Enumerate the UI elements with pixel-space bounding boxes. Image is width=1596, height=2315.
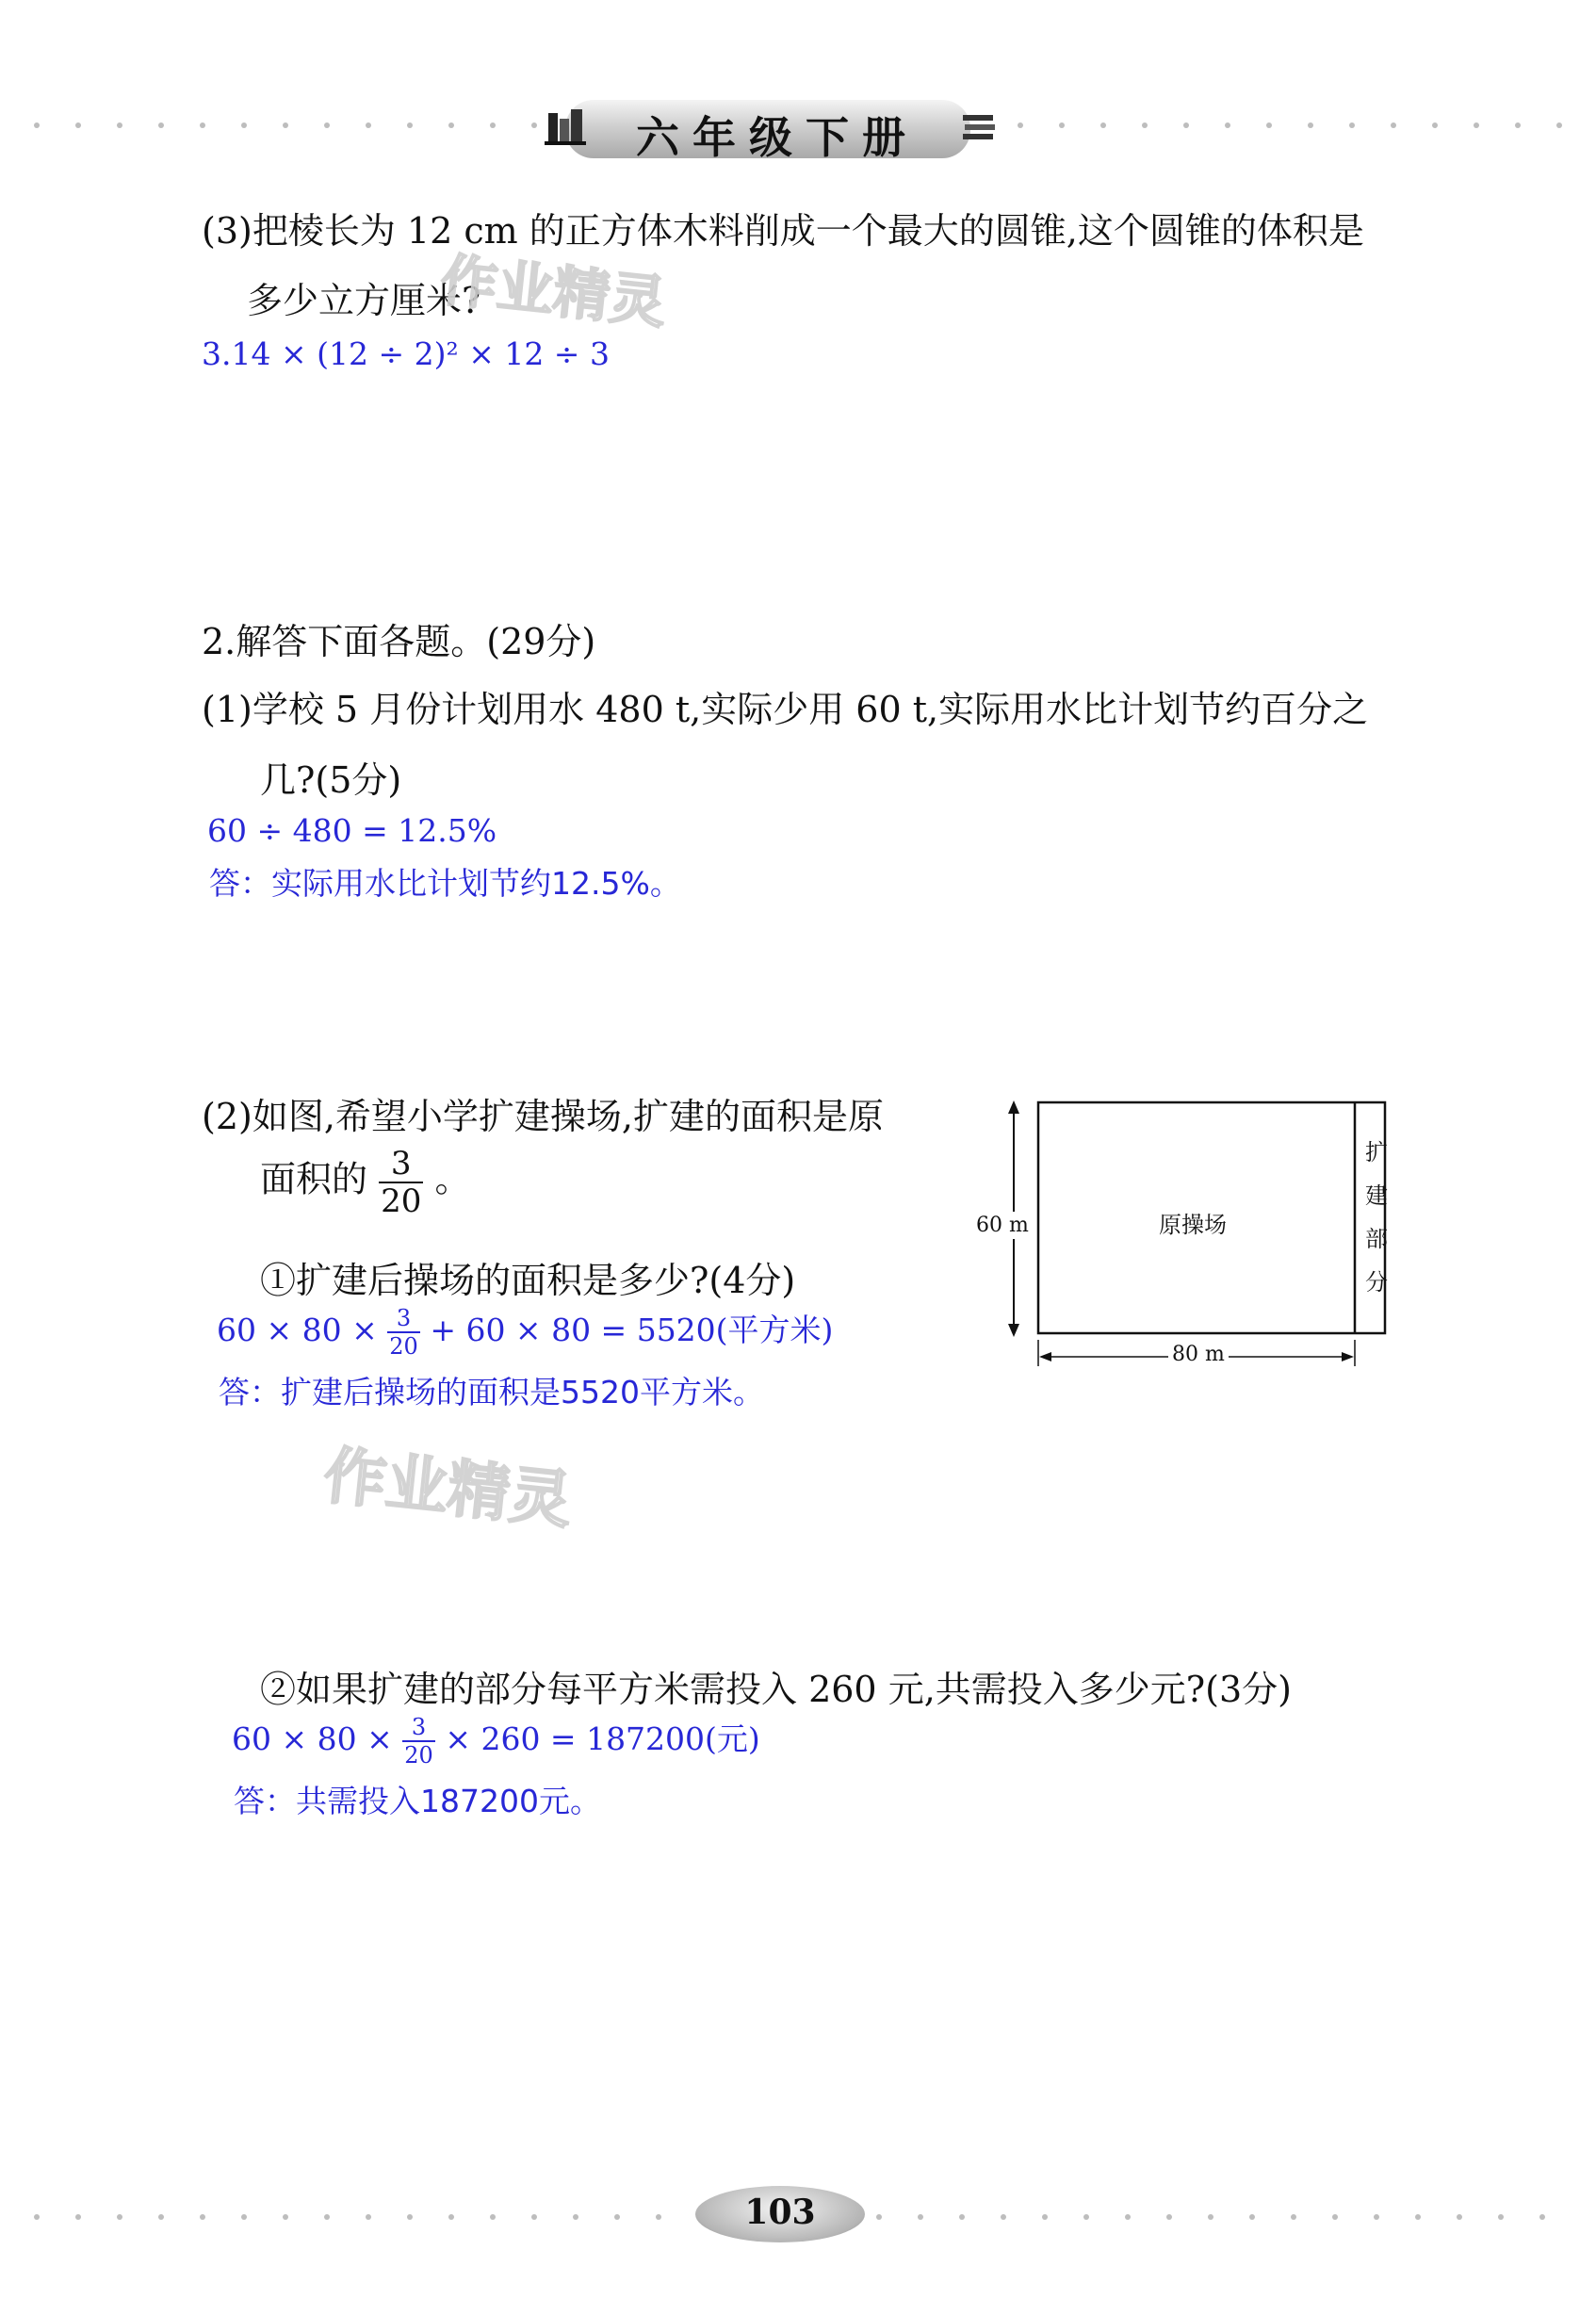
decorative-dot (1225, 122, 1230, 128)
decorative-dot (283, 2214, 288, 2220)
decorative-dot (1349, 122, 1355, 128)
decorative-dot (614, 2214, 620, 2220)
extension-char: 扩 (1365, 1139, 1388, 1166)
header-dots-right (1018, 122, 1564, 128)
sub2-answer-formula (232, 1715, 760, 1767)
s2q1-line2: 几?(5分) (260, 759, 402, 801)
s2q2-line2 (260, 1145, 471, 1220)
q3-line1: (3)把棱长为 12 cm 的正方体木料削成一个最大的圆锥,这个圆锥的体积是 (202, 210, 1364, 252)
pages-icon (961, 111, 999, 145)
decorative-dot (117, 2214, 122, 2220)
decorative-dot (1498, 2214, 1504, 2220)
fraction-numerator: 3 (390, 1145, 412, 1182)
q3-line2: 多少立方厘米? (247, 280, 481, 321)
decorative-dot (1291, 2214, 1296, 2220)
watermark-top: 作业精灵 (437, 247, 670, 337)
sub1-answer-text: 答：扩建后操场的面积是5520平方米。 (219, 1374, 764, 1410)
sub2-question: ②如果扩建的部分每平方米需投入 260 元,共需投入多少元?(3分) (260, 1669, 1292, 1710)
decorative-dot (324, 2214, 330, 2220)
decorative-dot (1166, 2214, 1172, 2220)
extension-char: 建 (1365, 1182, 1388, 1209)
fraction-denominator: 20 (404, 1742, 433, 1769)
decorative-dot (407, 2214, 413, 2220)
decorative-dot (876, 2214, 882, 2220)
decorative-dot (448, 2214, 454, 2220)
decorative-dot (1332, 2214, 1338, 2220)
decorative-dot (75, 122, 81, 128)
decorative-dot (1249, 2214, 1255, 2220)
decorative-dot (1142, 122, 1148, 128)
decorative-dot (490, 2214, 496, 2220)
s2q2-line2-suffix: 。 (434, 1158, 471, 1200)
decorative-dot (1018, 122, 1023, 128)
diagram-main-label: 原操场 (1159, 1212, 1227, 1238)
decorative-dot (573, 2214, 578, 2220)
sub2-ans-a: 60 × 80 × (232, 1720, 393, 1757)
decorative-dot (324, 122, 330, 128)
decorative-dot (1374, 2214, 1379, 2220)
decorative-dot (200, 2214, 205, 2220)
sub1-answer-formula (217, 1306, 833, 1358)
sub1-question: ①扩建后操场的面积是多少?(4分) (260, 1260, 796, 1301)
s2q1-line1: (1)学校 5 月份计划用水 480 t,实际少用 60 t,实际用水比计划节约百分之 (202, 689, 1369, 730)
decorative-dot (1474, 122, 1479, 128)
sub2-answer-text: 答：共需投入187200元。 (234, 1783, 601, 1819)
book-icon (545, 106, 588, 149)
decorative-dot (959, 2214, 965, 2220)
s2q1-answer-formula: 60 ÷ 480 = 12.5% (207, 812, 497, 849)
section2-title: 2.解答下面各题。(29分) (202, 621, 596, 662)
sub1-ans-a: 60 × 80 × (217, 1312, 378, 1348)
s2q2-fraction (379, 1145, 423, 1220)
decorative-dot (366, 2214, 371, 2220)
decorative-dot (1183, 122, 1189, 128)
sub2-ans-b: × 260 = 187200(元) (445, 1720, 760, 1757)
footer-dots-left (34, 2214, 684, 2220)
decorative-dot (1125, 2214, 1131, 2220)
decorative-dot (1457, 2214, 1462, 2220)
decorative-dot (490, 122, 496, 128)
decorative-dot (283, 122, 288, 128)
watermark-middle: 作业精灵 (320, 1439, 576, 1538)
decorative-dot (1266, 122, 1272, 128)
decorative-dot (1539, 2214, 1545, 2220)
extension-char: 分 (1365, 1269, 1388, 1296)
s2q1-answer-text: 答：实际用水比计划节约12.5%。 (209, 865, 681, 902)
extension-char: 部 (1365, 1226, 1388, 1252)
fraction-numerator: 3 (411, 1714, 427, 1740)
decorative-dot (1515, 122, 1521, 128)
decorative-dot (34, 122, 40, 128)
decorative-dot (75, 2214, 81, 2220)
decorative-dot (366, 122, 371, 128)
decorative-dot (1042, 2214, 1048, 2220)
header-dots-left (34, 122, 543, 128)
diagram-width-label: 80 m (1168, 1343, 1229, 1366)
decorative-dot (158, 122, 164, 128)
decorative-dot (1208, 2214, 1213, 2220)
s2q2-line1: (2)如图,希望小学扩建操场,扩建的面积是原 (202, 1096, 884, 1137)
sub2-ans-fraction (402, 1716, 435, 1767)
fraction-denominator: 20 (381, 1182, 422, 1220)
fraction-numerator: 3 (396, 1305, 412, 1331)
header-title: 六年级下册 (636, 112, 919, 163)
decorative-dot (34, 2214, 40, 2220)
sub1-ans-fraction (387, 1307, 420, 1358)
decorative-dot (918, 2214, 923, 2220)
decorative-dot (1432, 122, 1438, 128)
q3-answer: 3.14 × (12 ÷ 2)² × 12 ÷ 3 (202, 335, 610, 372)
decorative-dot (1083, 2214, 1089, 2220)
decorative-dot (241, 2214, 247, 2220)
diagram-height-label: 60 m (976, 1214, 1029, 1237)
decorative-dot (656, 2214, 661, 2220)
decorative-dot (1001, 2214, 1006, 2220)
s2q2-line2-prefix: 面积的 (260, 1158, 368, 1200)
decorative-dot (241, 122, 247, 128)
decorative-dot (1556, 122, 1562, 128)
decorative-dot (1059, 122, 1065, 128)
decorative-dot (1100, 122, 1106, 128)
decorative-dot (1415, 2214, 1421, 2220)
decorative-dot (117, 122, 122, 128)
footer-dots-right (876, 2214, 1564, 2220)
decorative-dot (158, 2214, 164, 2220)
page-number: 103 (744, 2193, 816, 2232)
decorative-dot (531, 122, 537, 128)
decorative-dot (407, 122, 413, 128)
decorative-dot (200, 122, 205, 128)
sub1-ans-b: + 60 × 80 = 5520(平方米) (430, 1312, 834, 1348)
decorative-dot (448, 122, 454, 128)
decorative-dot (531, 2214, 537, 2220)
decorative-dot (1308, 122, 1313, 128)
fraction-denominator: 20 (389, 1333, 418, 1360)
diagram-extension-label (1362, 1131, 1391, 1304)
decorative-dot (1391, 122, 1396, 128)
